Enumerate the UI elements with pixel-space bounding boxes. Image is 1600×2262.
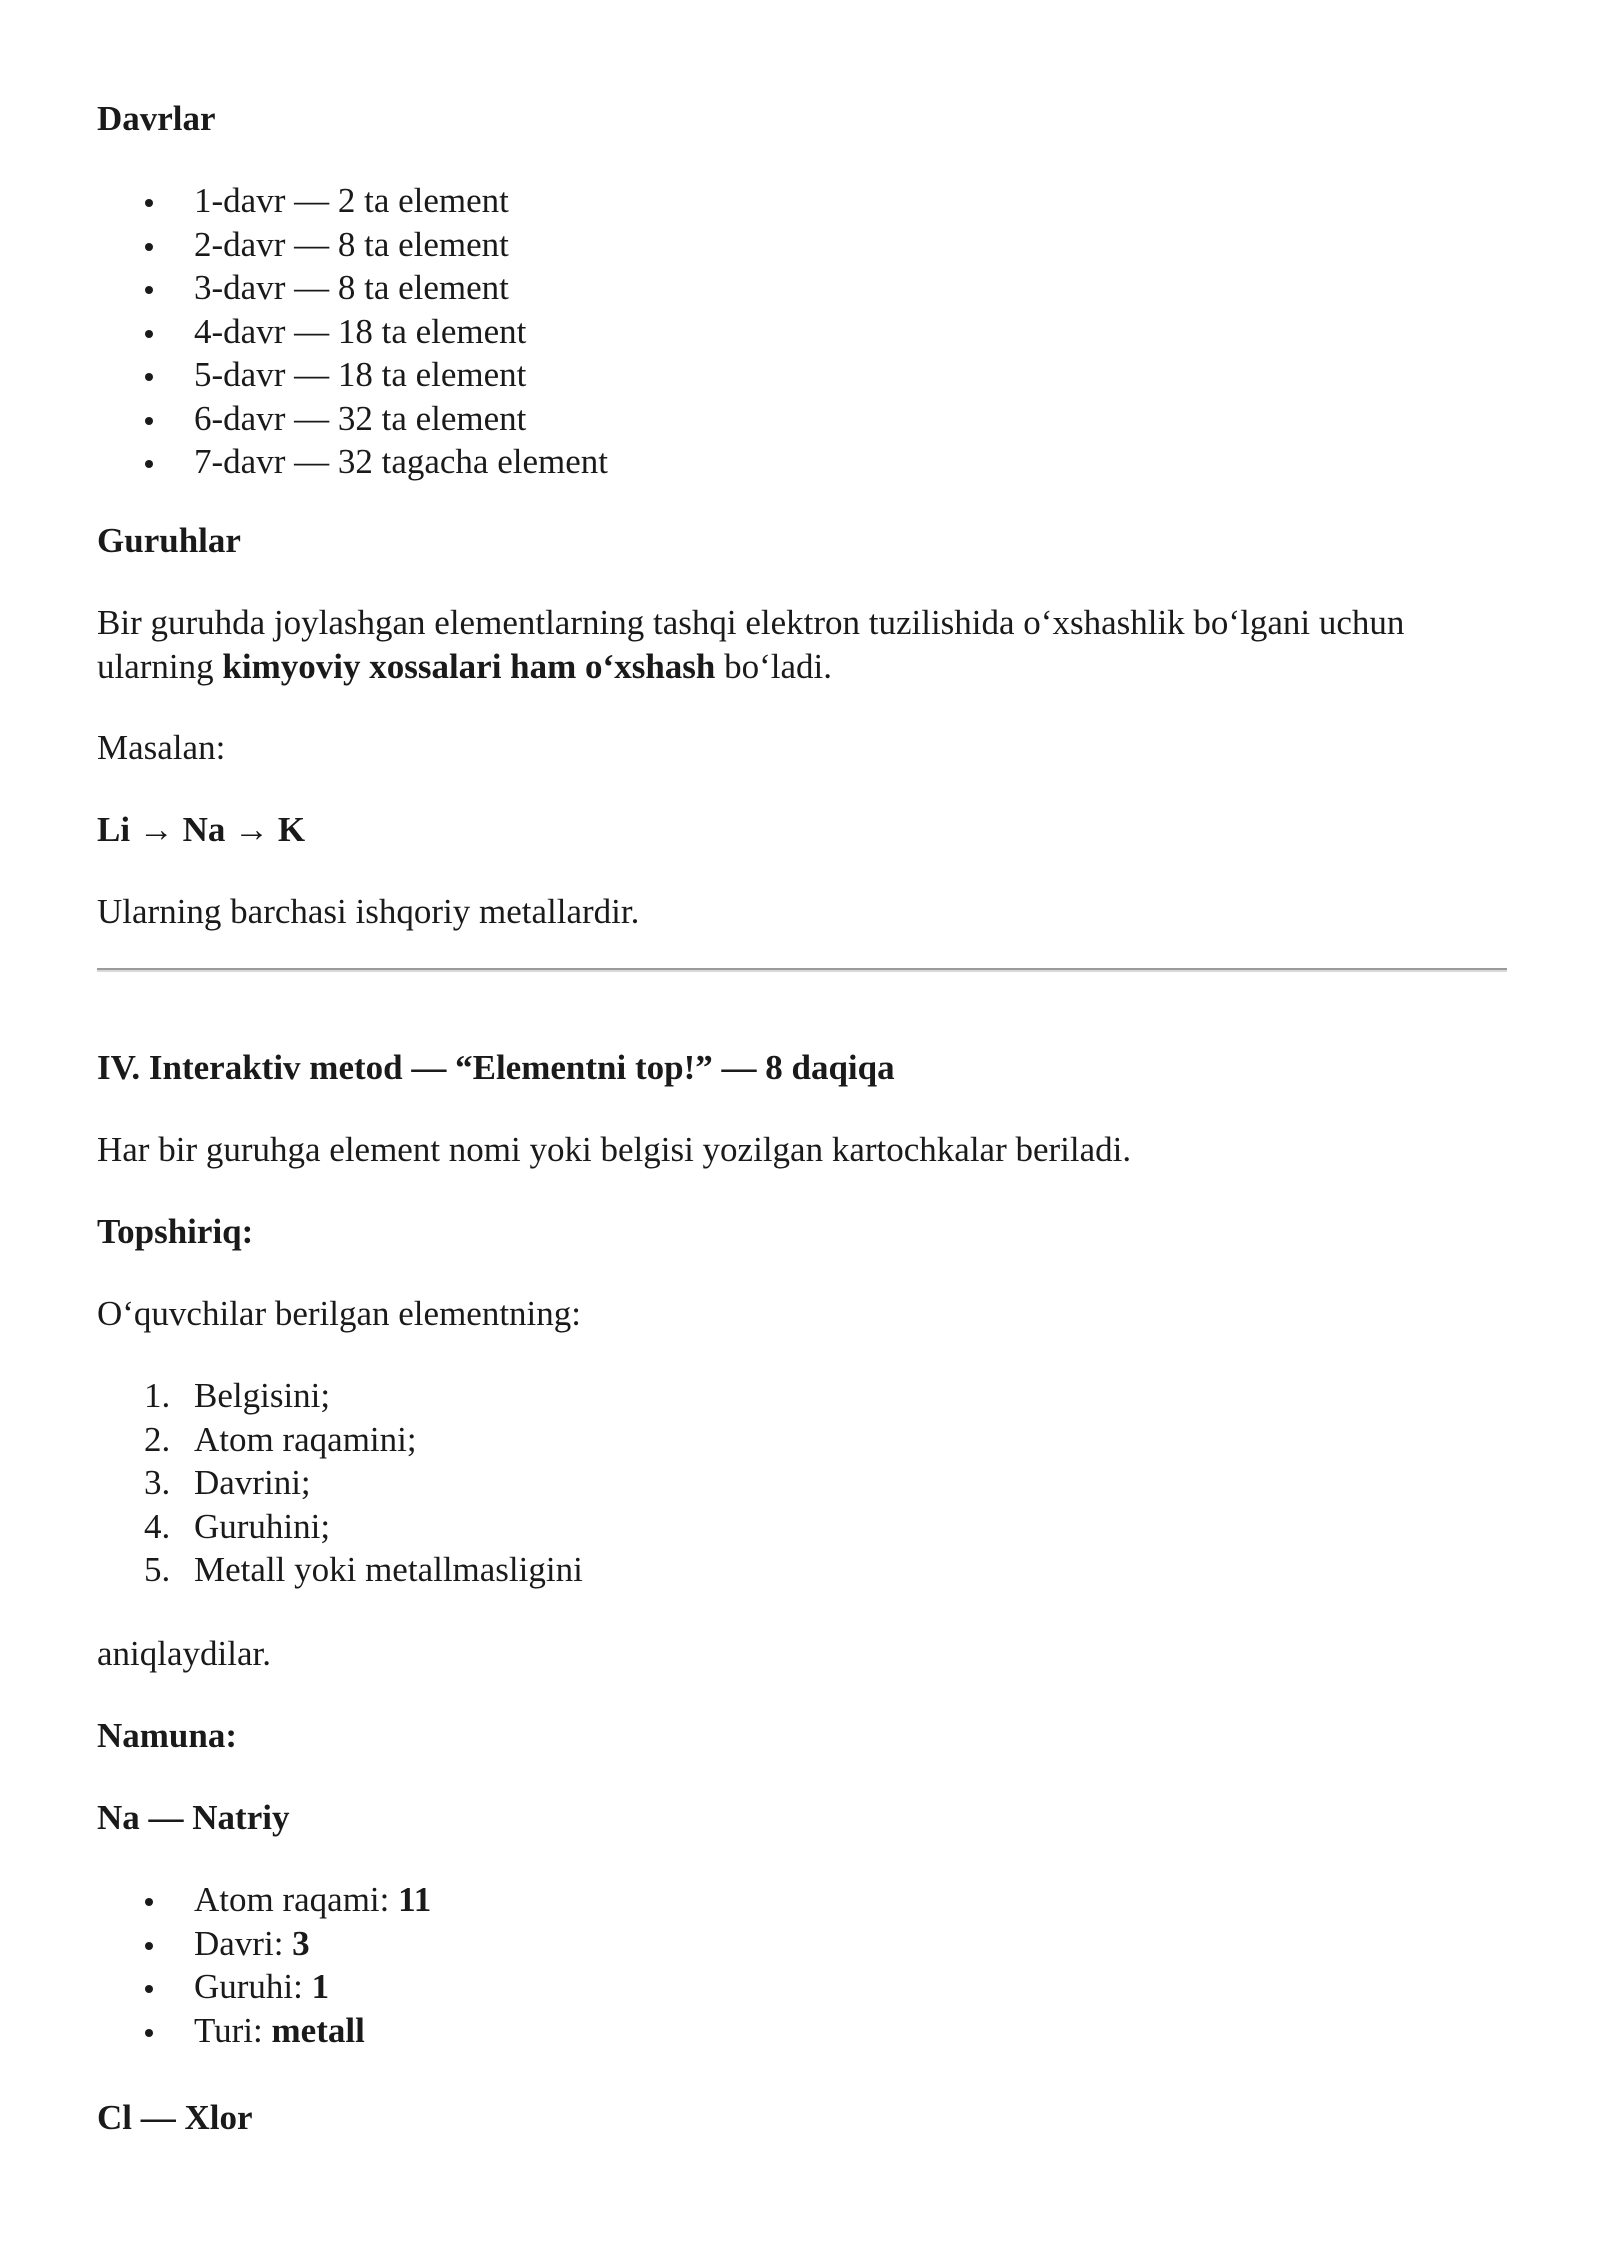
task-list xyxy=(97,1374,583,1592)
list-item xyxy=(97,2009,431,2053)
list-item: 6-davr — 32 ta element xyxy=(97,397,608,441)
guruhlar-paragraph-bold: kimyoviy xossalari ham o‘xshash xyxy=(222,646,716,686)
sample-properties xyxy=(97,1878,431,2052)
property-value: 11 xyxy=(398,1880,432,1919)
sample-element: Na — Natriy xyxy=(97,1798,290,1837)
task-intro: O‘quvchilar berilgan elementning: xyxy=(97,1294,582,1333)
list-number: 3. xyxy=(144,1463,171,1502)
davrlar-list xyxy=(97,179,608,484)
task-end: aniqlaydilar. xyxy=(97,1634,271,1673)
list-item xyxy=(97,1878,431,1922)
guruhlar-paragraph xyxy=(97,601,1507,688)
list-number: 4. xyxy=(144,1506,171,1546)
task-heading: Topshiriq: xyxy=(97,1212,254,1251)
list-item xyxy=(97,1922,431,1966)
davrlar-heading: Davrlar xyxy=(97,99,216,138)
list-item xyxy=(97,1374,583,1418)
property-label: Atom raqami: xyxy=(194,1880,399,1919)
next-element: Cl — Xlor xyxy=(97,2098,253,2137)
list-item xyxy=(97,1418,583,1462)
list-item: 1-davr — 2 ta element xyxy=(97,179,608,223)
property-label: Guruhi: xyxy=(194,1967,312,2006)
section-title: IV. Interaktiv metod — “Elementni top!” — 8 daqiqa xyxy=(97,1048,895,1087)
list-number: 2. xyxy=(144,1419,171,1459)
list-item xyxy=(97,1461,583,1505)
guruhlar-heading: Guruhlar xyxy=(97,521,241,560)
list-item: 4-davr — 18 ta element xyxy=(97,310,608,354)
property-value: 1 xyxy=(311,1967,330,2006)
list-text: Metall yoki metallmasligini xyxy=(194,1550,583,1589)
list-item xyxy=(97,1548,583,1592)
property-label: Turi: xyxy=(194,2010,272,2050)
property-label: Davri: xyxy=(194,1923,293,1963)
list-text: Guruhini; xyxy=(194,1506,331,1546)
intro-text: Har bir guruhga element nomi yoki belgisi yozilgan kartochkalar beriladi. xyxy=(97,1130,1132,1169)
property-value: 3 xyxy=(292,1923,310,1963)
list-item: 5-davr — 18 ta element xyxy=(97,353,608,397)
property-value: metall xyxy=(271,2010,365,2050)
list-text: Belgisini; xyxy=(194,1376,331,1415)
section-divider xyxy=(97,968,1507,972)
guruhlar-paragraph-start: Bir guruhda joylashgan elementlarning tashqi elektron tuzilishida o‘xshashlik bo‘lgani uchun ularning xyxy=(97,603,1405,686)
list-item: 3-davr — 8 ta element xyxy=(97,266,608,310)
list-item: 7-davr — 32 tagacha element xyxy=(97,440,608,484)
guruhlar-paragraph-end: bo‘ladi. xyxy=(715,646,833,686)
sample-heading: Namuna: xyxy=(97,1716,238,1755)
conclusion-text: Ularning barchasi ishqoriy metallardir. xyxy=(97,892,640,931)
example-chain: Li → Na → K xyxy=(97,810,306,849)
list-item: 2-davr — 8 ta element xyxy=(97,223,608,267)
list-item xyxy=(97,1965,431,2009)
list-text: Davrini; xyxy=(194,1463,311,1502)
example-label: Masalan: xyxy=(97,728,226,767)
list-text: Atom raqamini; xyxy=(194,1419,417,1459)
list-number: 1. xyxy=(144,1376,171,1415)
list-item xyxy=(97,1505,583,1549)
list-number: 5. xyxy=(144,1550,171,1589)
